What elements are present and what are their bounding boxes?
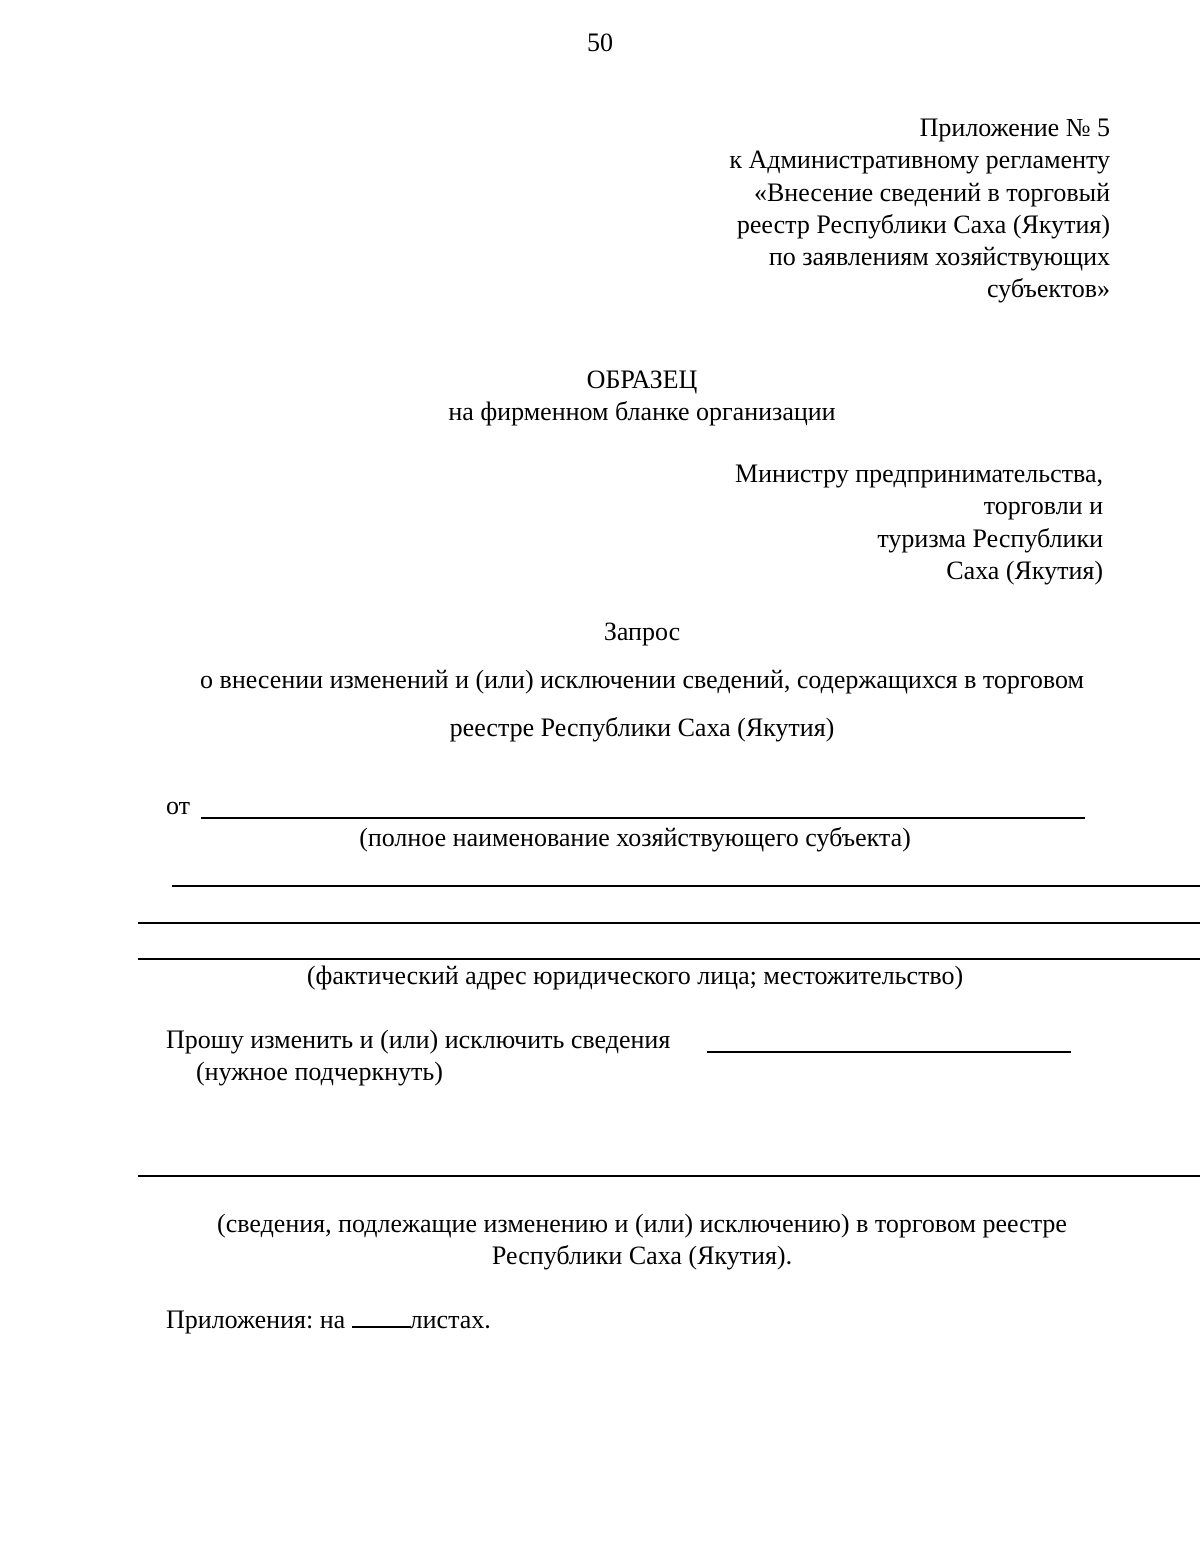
- appendix-line: Приложение № 5: [919, 113, 1110, 142]
- request-text: Прошу изменить и (или) исключить сведения: [166, 1025, 671, 1054]
- appendix-line: по заявлениям хозяйствующих: [768, 242, 1110, 272]
- appendix-line: субъектов»: [986, 274, 1110, 304]
- attachments-suffix: листах.: [409, 1305, 491, 1334]
- addressee-line: торговли и: [983, 491, 1103, 521]
- addressee-line: Саха (Якутия): [946, 555, 1103, 585]
- addressee-line: Министру предпринимательства,: [735, 459, 1103, 488]
- from-label: от: [166, 791, 191, 820]
- attachments-prefix: Приложения: на: [166, 1305, 346, 1334]
- request-details-field-line[interactable]: [707, 1051, 1071, 1053]
- entity-name-caption: (полное наименование хозяйствующего субъекта): [359, 823, 911, 852]
- address-field-line[interactable]: [172, 885, 1200, 887]
- page-number: 50: [587, 28, 613, 57]
- addressee-line: туризма Республики: [877, 523, 1103, 553]
- underline-hint: (нужное подчеркнуть): [196, 1057, 443, 1086]
- request-title: Запрос: [603, 617, 681, 646]
- appendix-line: реестр Республики Саха (Якутия): [736, 209, 1110, 239]
- info-field-line[interactable]: [138, 1175, 1200, 1177]
- address-caption: (фактический адрес юридического лица; местожительство): [306, 961, 964, 990]
- info-caption-line: Республики Саха (Якутия).: [491, 1241, 793, 1270]
- sample-title: ОБРАЗЕЦ: [586, 365, 698, 394]
- appendix-line: к Административному регламенту: [729, 145, 1110, 175]
- info-caption-line: (сведения, подлежащие изменению и (или) исключению) в торговом реестре: [217, 1209, 1067, 1238]
- addressee: [735, 458, 1103, 587]
- request-heading-line: реестре Республики Саха (Якутия): [449, 713, 835, 742]
- appendix-line: «Внесение сведений в торговый: [753, 177, 1110, 207]
- request-heading-line: о внесении изменений и (или) исключении сведений, содержащихся в торговом: [200, 665, 1084, 694]
- appendix-reference: [729, 112, 1110, 306]
- attachments-line: [166, 1304, 491, 1336]
- sample-subtitle: на фирменном бланке организации: [448, 397, 836, 426]
- entity-name-field-line[interactable]: [201, 817, 1085, 819]
- sheets-count-field[interactable]: [352, 1304, 410, 1328]
- address-field-line[interactable]: [138, 922, 1200, 924]
